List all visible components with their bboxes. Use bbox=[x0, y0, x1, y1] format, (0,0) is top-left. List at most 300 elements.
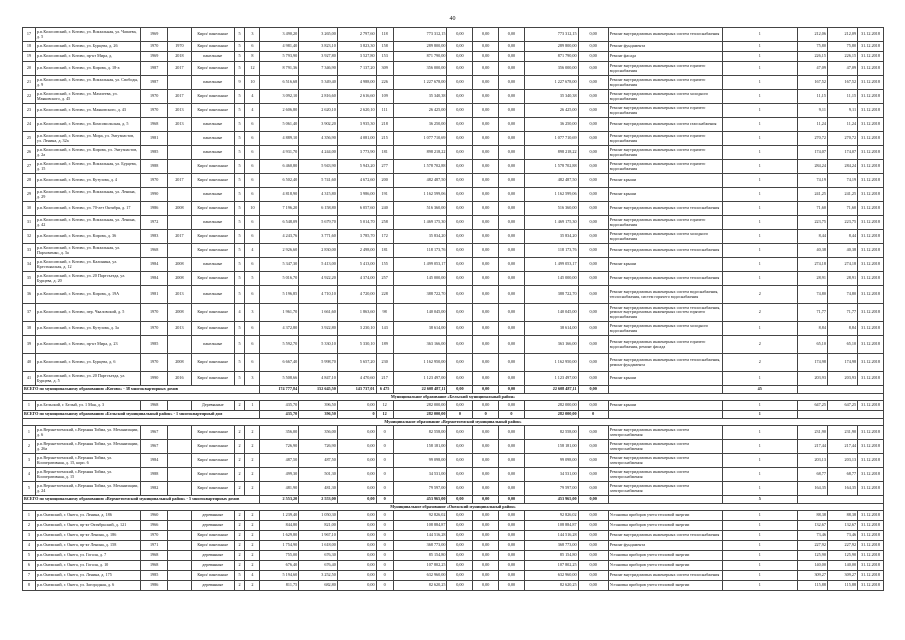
cell-z2: 0,00 bbox=[473, 511, 499, 521]
table-row bbox=[23, 304, 884, 322]
cell-z3: 0,00 bbox=[499, 531, 525, 541]
cell-own: 632 960,00 bbox=[524, 571, 578, 581]
cell-own: 516 360,00 bbox=[524, 202, 578, 216]
cell-addr: р.п.Колосовский, г. Котово, ул. 20 Партсъезда, ул. Бурцева, д. 5 bbox=[35, 372, 140, 386]
cell-s2: 270,72 bbox=[827, 132, 857, 146]
cell-res: 0 bbox=[376, 511, 393, 521]
cell-res: 109 bbox=[376, 90, 393, 104]
cell-res: 12 bbox=[376, 401, 393, 411]
cell-a1: 1 754,90 bbox=[260, 541, 299, 551]
cell-cost: 36 250,00 bbox=[393, 118, 447, 132]
cell-addr: р.п.Онежский, г. Онега, ул. Ленина, д. 175 bbox=[35, 571, 140, 581]
cell-res: 215 bbox=[376, 132, 393, 146]
cell-s2: 167,52 bbox=[827, 76, 857, 90]
cell-q: 1 bbox=[722, 258, 797, 272]
cell-addr: р.п.Онежский, г. Онега, пр-кт Октябрьский, д. 121 bbox=[35, 521, 140, 531]
cell-y2: 2016 bbox=[168, 372, 192, 386]
cell-dt: 31.12.2018 bbox=[858, 160, 884, 174]
cell-y2: 2013 bbox=[168, 286, 192, 304]
cell-dt: 31.12.2018 bbox=[858, 42, 884, 52]
cell-s1: 11,15 bbox=[797, 90, 827, 104]
cell-q: 1 bbox=[722, 174, 797, 188]
cell-z2: 0,00 bbox=[473, 188, 499, 202]
cell-cost: 388 722,70 bbox=[393, 286, 447, 304]
cell-ent: 4 bbox=[245, 104, 260, 118]
cell-dt: 31.12.2018 bbox=[858, 174, 884, 188]
cell-z2: 0,00 bbox=[473, 160, 499, 174]
cell-work: Ремонт внутридомовых инженерных систем горячего водоснабжения bbox=[608, 216, 722, 230]
cell-z4: 0,00 bbox=[578, 336, 608, 354]
cell-s1: 125,90 bbox=[797, 551, 827, 561]
cell-s1: 28,91 bbox=[797, 272, 827, 286]
cell-wall: Кирп/ панельные bbox=[191, 42, 234, 52]
cell-fl: 5 bbox=[234, 244, 245, 258]
cell-z3: 0,00 bbox=[499, 561, 525, 571]
total-z3: 0 bbox=[499, 411, 525, 419]
cell-z2: 0,00 bbox=[473, 146, 499, 160]
cell-n: 2 bbox=[23, 440, 36, 454]
cell-wall: деревянные bbox=[191, 521, 234, 531]
cell-ent: 2 bbox=[245, 531, 260, 541]
total-z1: 0,00 bbox=[447, 496, 473, 504]
cell-y1: 1981 bbox=[141, 286, 168, 304]
cell-s1: 68,77 bbox=[797, 468, 827, 482]
cell-a3: 0,00 bbox=[337, 454, 376, 468]
cell-fl: 5 bbox=[234, 216, 245, 230]
cell-ent: 2 bbox=[245, 468, 260, 482]
cell-cost: 516 360,00 bbox=[393, 202, 447, 216]
cell-z1: 0,00 bbox=[447, 188, 473, 202]
cell-fl: 5 bbox=[234, 336, 245, 354]
cell-a2: 3 252,50 bbox=[299, 571, 338, 581]
cell-q: 1 bbox=[722, 146, 797, 160]
cell-z1: 0,00 bbox=[447, 244, 473, 258]
cell-y1: 1981 bbox=[141, 132, 168, 146]
cell-cost: 85 154,80 bbox=[393, 551, 447, 561]
cell-dt: 31.12.2018 bbox=[858, 571, 884, 581]
cell-ent: 2 bbox=[245, 426, 260, 440]
cell-res: 155 bbox=[376, 258, 393, 272]
table-row bbox=[23, 132, 884, 146]
cell-z1: 0,00 bbox=[447, 132, 473, 146]
cell-s2: 174,07 bbox=[827, 146, 857, 160]
cell-q: 1 bbox=[722, 216, 797, 230]
cell-res: 217 bbox=[376, 372, 393, 386]
cell-wall: панельные bbox=[191, 336, 234, 354]
cell-z3: 0,00 bbox=[499, 42, 525, 52]
total-row bbox=[23, 411, 884, 419]
cell-s2: 174,98 bbox=[827, 354, 857, 372]
cell-cost: 282 000,00 bbox=[393, 401, 447, 411]
cell-n: 1 bbox=[23, 426, 36, 440]
total-label: ВСЕГО по муниципальному образованию «Котово» - 38 многоквартирных домов bbox=[23, 386, 260, 394]
cell-n: 4 bbox=[23, 541, 36, 551]
cell-own: 79 597,00 bbox=[524, 482, 578, 496]
cell-y2 bbox=[168, 132, 192, 146]
cell-z3: 0,00 bbox=[499, 468, 525, 482]
cell-ent: 2 bbox=[245, 551, 260, 561]
cell-z4: 0,00 bbox=[578, 354, 608, 372]
cell-work: Ремонт крыши bbox=[608, 174, 722, 188]
cell-a3: 6 057,60 bbox=[337, 202, 376, 216]
cell-dt: 31.12.2018 bbox=[858, 336, 884, 354]
cell-work: Установка приборов учета тепловой энергии bbox=[608, 581, 722, 591]
cell-a3: 3 773,90 bbox=[337, 146, 376, 160]
cell-own: 289 800,00 bbox=[524, 42, 578, 52]
cell-dt: 31.12.2018 bbox=[858, 76, 884, 90]
cell-addr: р.п.Онежский, г. Онега, пр-кт Ленина, д. 186 bbox=[35, 531, 140, 541]
cell-z3: 0,00 bbox=[499, 521, 525, 531]
cell-z1: 0,00 bbox=[447, 52, 473, 62]
cell-fl: 5 bbox=[234, 286, 245, 304]
cell-a1: 435,70 bbox=[260, 401, 299, 411]
cell-s2: 241,25 bbox=[827, 188, 857, 202]
cell-a3: 2 498,00 bbox=[337, 244, 376, 258]
cell-fl: 5 bbox=[234, 146, 245, 160]
cell-z2: 0,00 bbox=[473, 482, 499, 496]
cell-a3: 1 863,60 bbox=[337, 304, 376, 322]
cell-q: 1 bbox=[722, 118, 797, 132]
cell-a3: 0,00 bbox=[337, 521, 376, 531]
cell-own: 388 722,70 bbox=[524, 286, 578, 304]
cell-res: 0 bbox=[376, 531, 393, 541]
cell-z1: 0,00 bbox=[447, 521, 473, 531]
cell-a3: 5 330,10 bbox=[337, 336, 376, 354]
cell-n: 21 bbox=[23, 76, 36, 90]
cell-z4: 0,00 bbox=[578, 541, 608, 551]
cell-y1: 1987 bbox=[141, 76, 168, 90]
cell-z4: 0,00 bbox=[578, 581, 608, 591]
cell-s1: 309,27 bbox=[797, 571, 827, 581]
cell-q: 1 bbox=[722, 188, 797, 202]
cell-a1: 5 347,30 bbox=[260, 258, 299, 272]
cell-ent: 2 bbox=[245, 581, 260, 591]
cell-a2: 676,30 bbox=[299, 551, 338, 561]
cell-addr: р.п.Колосовский, г. Котово, ул. 20 Партсъезда, ул. Бурцева, д. 20 bbox=[35, 272, 140, 286]
cell-work: Установка приборов учета тепловой энергии bbox=[608, 511, 722, 521]
cell-y1: 1985 bbox=[141, 336, 168, 354]
cell-cost: 1 469 175,30 bbox=[393, 216, 447, 230]
cell-z3: 0,00 bbox=[499, 401, 525, 411]
cell-z3: 0,00 bbox=[499, 372, 525, 386]
cell-s1: 8,44 bbox=[797, 230, 827, 244]
cell-fl: 5 bbox=[234, 571, 245, 581]
cell-a1: 811,75 bbox=[260, 581, 299, 591]
cell-y2: 2017 bbox=[168, 230, 192, 244]
cell-s2: 284,24 bbox=[827, 160, 857, 174]
cell-z2: 0,00 bbox=[473, 52, 499, 62]
cell-z2: 0,00 bbox=[473, 174, 499, 188]
total-a2: 396,50 bbox=[299, 411, 338, 419]
cell-y2 bbox=[168, 511, 192, 521]
cell-y1: 1970 bbox=[141, 90, 168, 104]
table-row bbox=[23, 426, 884, 440]
cell-own: 898 218,22 bbox=[524, 146, 578, 160]
total-a3: 0 bbox=[337, 411, 376, 419]
cell-fl: 2 bbox=[234, 426, 245, 440]
cell-y1: 1970 bbox=[141, 174, 168, 188]
cell-fl: 5 bbox=[234, 104, 245, 118]
cell-z3: 0,00 bbox=[499, 76, 525, 90]
cell-z1: 0,00 bbox=[447, 322, 473, 336]
cell-z3: 0,00 bbox=[499, 52, 525, 62]
cell-a2: 3 265,00 bbox=[299, 28, 338, 42]
cell-z4: 0,00 bbox=[578, 28, 608, 42]
cell-q: 1 bbox=[722, 531, 797, 541]
cell-q: 1 bbox=[722, 244, 797, 258]
cell-fl: 2 bbox=[234, 482, 245, 496]
cell-a1: 4 818,90 bbox=[260, 188, 299, 202]
cell-a2: 4 315,80 bbox=[299, 188, 338, 202]
cell-n: 25 bbox=[23, 132, 36, 146]
cell-a1: 2 926,60 bbox=[260, 244, 299, 258]
total-z2: 0,00 bbox=[473, 386, 499, 394]
cell-addr: р.п.Онежский, г. Онега, ул. Гоголя, д. 7 bbox=[35, 551, 140, 561]
cell-z3: 0,00 bbox=[499, 258, 525, 272]
cell-q: 1 bbox=[722, 230, 797, 244]
cell-dt: 31.12.2018 bbox=[858, 511, 884, 521]
cell-n: 3 bbox=[23, 454, 36, 468]
cell-a1: 4 889,10 bbox=[260, 132, 299, 146]
cell-q: 1 bbox=[722, 28, 797, 42]
cell-cost: 368 773,00 bbox=[393, 541, 447, 551]
table-row bbox=[23, 62, 884, 76]
cell-res: 226 bbox=[376, 76, 393, 90]
cell-cost: 1 499 053,17 bbox=[393, 258, 447, 272]
cell-z4: 0,00 bbox=[578, 258, 608, 272]
table-row bbox=[23, 174, 884, 188]
cell-own: 1 469 175,30 bbox=[524, 216, 578, 230]
cell-z1: 0,00 bbox=[447, 336, 473, 354]
cell-n: 3 bbox=[23, 531, 36, 541]
cell-q: 1 bbox=[722, 541, 797, 551]
table-row bbox=[23, 561, 884, 571]
cell-addr: р.п.Колосовский, г. Котово, ул. Вокзальная, ул. Свободы, д. 9 bbox=[35, 76, 140, 90]
cell-z2: 0,00 bbox=[473, 202, 499, 216]
cell-fl: 5 bbox=[234, 118, 245, 132]
cell-y2 bbox=[168, 482, 192, 496]
total-empty bbox=[797, 411, 883, 419]
cell-q: 2 bbox=[722, 304, 797, 322]
cell-dt: 31.12.2018 bbox=[858, 286, 884, 304]
cell-z1: 0,00 bbox=[447, 354, 473, 372]
cell-dt: 31.12.2018 bbox=[858, 304, 884, 322]
cell-addr: р.п.Онежский, г. Онега, ул. Загородная, д. 6 bbox=[35, 581, 140, 591]
cell-y1: 1970 bbox=[141, 42, 168, 52]
cell-cost: 1 227 678,00 bbox=[393, 76, 447, 90]
cell-addr: р.п.Колосовский, г. Котово, ул. Бурцева, д. 6 bbox=[35, 354, 140, 372]
cell-z2: 0,00 bbox=[473, 76, 499, 90]
cell-z3: 0,00 bbox=[499, 244, 525, 258]
table-row bbox=[23, 188, 884, 202]
cell-a3: 0,00 bbox=[337, 482, 376, 496]
cell-z2: 0,00 bbox=[473, 104, 499, 118]
cell-a3: 2 616,60 bbox=[337, 90, 376, 104]
cell-y1: 1990 bbox=[141, 372, 168, 386]
cell-q: 1 bbox=[722, 426, 797, 440]
table-row bbox=[23, 322, 884, 336]
cell-fl: 2 bbox=[234, 454, 245, 468]
cell-cost: 1 123 497,00 bbox=[393, 372, 447, 386]
table-row bbox=[23, 258, 884, 272]
cell-n: 1 bbox=[23, 511, 36, 521]
cell-wall: Кирп/ панельные bbox=[191, 454, 234, 468]
cell-z2: 0,00 bbox=[473, 230, 499, 244]
cell-res: 0 bbox=[376, 561, 393, 571]
cell-own: 1 162 950,00 bbox=[524, 354, 578, 372]
cell-work: Ремонт внутридомовых инженерных систем холодного водоснабжения bbox=[608, 230, 722, 244]
cell-z4: 0,00 bbox=[578, 561, 608, 571]
total-z1: 0 bbox=[447, 411, 473, 419]
cell-z2: 0,00 bbox=[473, 372, 499, 386]
table-row bbox=[23, 230, 884, 244]
cell-res: 118 bbox=[376, 28, 393, 42]
cell-z3: 0,00 bbox=[499, 188, 525, 202]
cell-z3: 0,00 bbox=[499, 132, 525, 146]
total-q: 5 bbox=[722, 496, 797, 504]
cell-s1: 73,46 bbox=[797, 531, 827, 541]
cell-n: 17 bbox=[23, 28, 36, 42]
cell-n: 37 bbox=[23, 304, 36, 322]
cell-n: 29 bbox=[23, 188, 36, 202]
cell-dt: 31.12.2018 bbox=[858, 118, 884, 132]
cell-own: 1 077 710,69 bbox=[524, 132, 578, 146]
cell-s1: 164,35 bbox=[797, 482, 827, 496]
cell-s2: 73,46 bbox=[827, 531, 857, 541]
table-row bbox=[23, 571, 884, 581]
table-row bbox=[23, 52, 884, 62]
cell-s2: 8,84 bbox=[827, 322, 857, 336]
cell-a2: 4 244,00 bbox=[299, 146, 338, 160]
cell-addr: р.п.Колосовский, г. Котово, пр-кт Мира, д. bbox=[35, 52, 140, 62]
cell-z1: 0,00 bbox=[447, 551, 473, 561]
cell-z1: 0,00 bbox=[447, 28, 473, 42]
cell-addr: р.п.Колосовский, г. Котово, ул. Вокзальная, ул. Ленина, д. 29 bbox=[35, 188, 140, 202]
cell-ent: 6 bbox=[245, 258, 260, 272]
total-z3: 0,00 bbox=[499, 496, 525, 504]
cell-work: Установка приборов учета тепловой энергии bbox=[608, 521, 722, 531]
cell-s2: 68,77 bbox=[827, 468, 857, 482]
cell-z1: 0,00 bbox=[447, 440, 473, 454]
cell-ent: 3 bbox=[245, 304, 260, 322]
total-label: ВСЕГО по муниципальному образованию «Бельский муниципальный район» - 1 многоквартирный дом bbox=[23, 411, 260, 419]
total-a2: 152 645,50 bbox=[299, 386, 338, 394]
cell-s2: 88,38 bbox=[827, 511, 857, 521]
cell-s1: 11,24 bbox=[797, 118, 827, 132]
cell-a1: 5 196,85 bbox=[260, 286, 299, 304]
cell-n: 32 bbox=[23, 230, 36, 244]
cell-s1: 132,67 bbox=[797, 521, 827, 531]
cell-y2 bbox=[168, 551, 192, 561]
municipality-name: Муниципальное образование «Бельский муниципальный район» bbox=[23, 394, 884, 401]
cell-y2 bbox=[168, 244, 192, 258]
cell-fl: 4 bbox=[234, 304, 245, 322]
cell-y2: 2008 bbox=[168, 304, 192, 322]
cell-z3: 0,00 bbox=[499, 581, 525, 591]
cell-a1: 4 372,80 bbox=[260, 322, 299, 336]
cell-work: Ремонт внутридомовых инженерных систем теплоснабжения bbox=[608, 571, 722, 581]
table-row bbox=[23, 551, 884, 561]
cell-res: 0 bbox=[376, 581, 393, 591]
cell-n: 5 bbox=[23, 482, 36, 496]
cell-z1: 0,00 bbox=[447, 304, 473, 322]
cell-z4: 0,00 bbox=[578, 482, 608, 496]
cell-s1: 140,00 bbox=[797, 561, 827, 571]
cell-res: 0 bbox=[376, 541, 393, 551]
cell-y2 bbox=[168, 76, 192, 90]
cell-s2: 231,90 bbox=[827, 426, 857, 440]
cell-work: Ремонт внутридомовых инженерных систем теплоснабжения bbox=[608, 28, 722, 42]
cell-z4: 0,00 bbox=[578, 511, 608, 521]
total-label: ВСЕГО по муниципальному образованию «Верхнетоемский муниципальный район» - 5 многоквартирных домов bbox=[23, 496, 260, 504]
cell-z4: 0,00 bbox=[578, 286, 608, 304]
cell-cost: 482 487,50 bbox=[393, 174, 447, 188]
cell-cost: 107 802,25 bbox=[393, 561, 447, 571]
cell-z3: 0,00 bbox=[499, 286, 525, 304]
cell-own: 99 098,00 bbox=[524, 454, 578, 468]
cell-z1: 0,00 bbox=[447, 62, 473, 76]
cell-fl: 2 bbox=[234, 561, 245, 571]
cell-a2: 1 618,00 bbox=[299, 541, 338, 551]
table-row bbox=[23, 354, 884, 372]
table-row bbox=[23, 118, 884, 132]
cell-addr: р.п.Колосовский, г. Котово, ул. Кирова, д. 18-а bbox=[35, 62, 140, 76]
cell-y1: 1988 bbox=[141, 160, 168, 174]
cell-wall: Кирп/ панельные bbox=[191, 230, 234, 244]
cell-work: Ремонт фундамента bbox=[608, 541, 722, 551]
cell-work: Ремонт крыши bbox=[608, 401, 722, 411]
cell-s2: 28,91 bbox=[827, 272, 857, 286]
cell-ent: 6 bbox=[245, 336, 260, 354]
cell-q: 2 bbox=[722, 336, 797, 354]
cell-addr: р.п.Колосовский, г. Котово, ул. Кирова, д. 19А bbox=[35, 286, 140, 304]
cell-q: 1 bbox=[722, 104, 797, 118]
cell-addr: р.п.Верхнетоемский, с.Верхняя Тойма, ул. Кооперативная, д. 15, корп. 6 bbox=[35, 454, 140, 468]
cell-q: 1 bbox=[722, 401, 797, 411]
cell-dt: 31.12.2018 bbox=[858, 230, 884, 244]
cell-a2: 4 710,10 bbox=[299, 286, 338, 304]
cell-a1: 356,00 bbox=[260, 426, 299, 440]
cell-wall: Кирп/ панельные bbox=[191, 468, 234, 482]
cell-addr: р.п.Верхнетоемский, с.Верхняя Тойма, ул. Кооперативная, д. 15 bbox=[35, 468, 140, 482]
cell-wall: Кирп/ панельные bbox=[191, 322, 234, 336]
cell-a2: 1 050,30 bbox=[299, 511, 338, 521]
cell-n: 33 bbox=[23, 244, 36, 258]
cell-a1: 1 239,40 bbox=[260, 511, 299, 521]
cell-own: 85 154,80 bbox=[524, 551, 578, 561]
cell-z3: 0,00 bbox=[499, 90, 525, 104]
cell-cost: 108 884,87 bbox=[393, 521, 447, 531]
cell-own: 145 000,00 bbox=[524, 272, 578, 286]
table-row bbox=[23, 90, 884, 104]
cell-fl: 2 bbox=[234, 581, 245, 591]
table-row bbox=[23, 541, 884, 551]
cell-z3: 0,00 bbox=[499, 230, 525, 244]
cell-s2: 217,44 bbox=[827, 440, 857, 454]
cell-a3: 0,00 bbox=[337, 511, 376, 521]
cell-a3: 2 797,60 bbox=[337, 28, 376, 42]
cell-z1: 0,00 bbox=[447, 216, 473, 230]
cell-addr: р.п.Колосовский, г. Котово, ул. Бурцева, д. 26 bbox=[35, 42, 140, 52]
cell-a2: 676,40 bbox=[299, 561, 338, 571]
cell-z4: 0,00 bbox=[578, 322, 608, 336]
cell-own: 108 884,87 bbox=[524, 521, 578, 531]
cell-wall: деревянные bbox=[191, 551, 234, 561]
total-res: 0 bbox=[376, 496, 393, 504]
cell-a2: 5 679,70 bbox=[299, 216, 338, 230]
cell-a3: 2 620,10 bbox=[337, 104, 376, 118]
cell-q: 1 bbox=[722, 42, 797, 52]
